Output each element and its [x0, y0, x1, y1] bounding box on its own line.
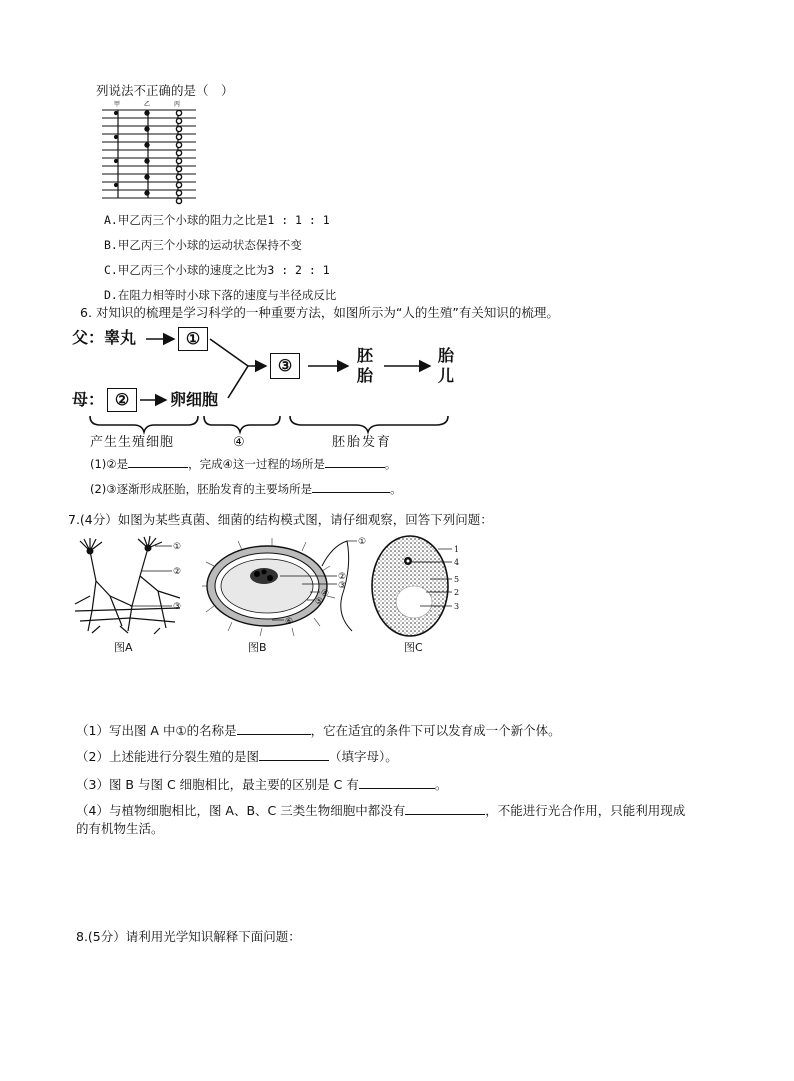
q7-sub4-cont: 的有机物生活。: [76, 821, 164, 836]
answer-blank[interactable]: [405, 802, 485, 815]
box-2: ②: [107, 388, 137, 412]
brace2-label: ④: [233, 435, 245, 450]
answer-blank[interactable]: [128, 455, 188, 468]
fig-a-caption: 图A: [114, 641, 133, 654]
fig-c-label-3: 3: [454, 602, 460, 611]
brace-1: [90, 416, 198, 432]
fig-a-label-3: ③: [173, 602, 182, 612]
strobe-ball: [176, 158, 181, 163]
strobe-ball: [176, 166, 181, 171]
fig-b-bacterium: [202, 536, 372, 636]
q7-sub2: （2）上述能进行分裂生殖的是图 （填字母）。: [76, 749, 398, 764]
strobe-ball: [115, 112, 118, 115]
q7-stem: 7.(4分）如图为某些真菌、细菌的结构模式图，请仔细观察，回答下列问题：: [68, 512, 493, 527]
q7-sub1: （1）写出图 A 中①的名称是 ，它在适宜的条件下可以发育成一个新个体。: [76, 723, 561, 738]
strobe-ball: [176, 198, 181, 203]
fig-c-label-2: 2: [454, 588, 460, 597]
strobe-ball: [176, 174, 181, 179]
embryo-line1: 胚: [357, 346, 374, 365]
q6-sub2: (2)③逐渐形成胚胎，胚胎发育的主要场所是 。: [90, 482, 402, 496]
embryo-line2: 胎: [357, 366, 374, 385]
strobe-ball: [145, 175, 149, 179]
fig-b-label-4: ④: [321, 589, 330, 599]
fetus-line1: 胎: [438, 346, 455, 365]
strobe-ball: [145, 111, 149, 115]
fig-b-label-3: ③: [338, 581, 347, 591]
fig-b-label-2: ②: [338, 572, 347, 582]
q7-sub3: （3）图 B 与图 C 细胞相比，最主要的区别是 C 有 。: [76, 777, 448, 792]
diagram-arrows: [70, 322, 470, 452]
brace3-label: 胚胎发育: [332, 435, 393, 450]
fig-a-label-1: ①: [173, 542, 182, 552]
fig-c-label-5: 5: [454, 575, 460, 584]
q5-option-d: D.在阻力相等时小球下落的速度与半径成反比: [104, 288, 337, 302]
strobe-ball: [145, 191, 149, 195]
brace1-label: 产生生殖细胞: [90, 435, 175, 450]
fig-a-label-2: ②: [173, 567, 182, 577]
fig-b-label-5: ⑤: [315, 597, 324, 607]
answer-blank[interactable]: [237, 722, 311, 735]
fig-b-label-6: ⑥: [285, 617, 294, 627]
strobe-ball: [115, 136, 118, 139]
fig-c-yeast: [370, 534, 470, 638]
father-label: 父：睾丸: [72, 328, 137, 347]
label-bing: 丙: [174, 101, 181, 108]
fig-b-label-1: ①: [358, 537, 367, 547]
fig-c-label-4: 4: [454, 558, 460, 567]
box-1: ①: [178, 327, 208, 351]
line-egg-to-merge: [228, 366, 248, 398]
q6-stem: 6. 对知识的梳理是学习科学的一种重要方法，如图所示为“人的生殖”有关知识的梳理。: [80, 305, 559, 320]
fig-b-caption: 图B: [248, 641, 267, 654]
fig-c-caption: 图C: [404, 641, 423, 654]
fig-c-label-1: 1: [454, 545, 460, 554]
q5-stem-tail: 列说法不正确的是（ ）: [96, 83, 234, 98]
mother-label: 母：: [72, 390, 105, 409]
strobe-ball: [176, 150, 181, 155]
strobe-ball: [176, 182, 181, 187]
egg-cell-label: 卵细胞: [170, 390, 219, 409]
brace-2: [204, 416, 280, 432]
answer-blank[interactable]: [259, 748, 329, 761]
strobe-ball: [115, 184, 118, 187]
strobe-ball: [115, 160, 118, 163]
fig-a-mold: [70, 536, 195, 636]
strobe-ball: [145, 143, 149, 147]
answer-blank[interactable]: [312, 480, 390, 493]
strobe-ball: [176, 142, 181, 147]
q6-sub1: (1)②是 ，完成④这一过程的场所是 。: [90, 457, 397, 471]
fetus-line2: 儿: [438, 366, 455, 385]
strobe-ball: [176, 110, 181, 115]
answer-blank[interactable]: [325, 455, 385, 468]
line-box1-to-merge: [210, 339, 248, 366]
q8-stem: 8.(5分）请利用光学知识解释下面问题：: [76, 929, 301, 944]
answer-blank[interactable]: [359, 776, 435, 789]
label-yi: 乙: [144, 101, 151, 108]
box-3: ③: [270, 353, 300, 379]
strobe-ball: [176, 134, 181, 139]
q6-reproduction-diagram: [70, 322, 470, 452]
q5-ball-strobe-figure: [100, 100, 200, 210]
strobe-ball: [176, 190, 181, 195]
q5-option-b: B.甲乙丙三个小球的运动状态保持不变: [104, 238, 302, 252]
q5-option-c: C.甲乙丙三个小球的速度之比为3 : 2 : 1: [104, 263, 330, 277]
brace-3: [290, 416, 448, 432]
strobe-ball: [145, 159, 149, 163]
label-jia: 甲: [114, 101, 121, 108]
strobe-ball: [145, 127, 149, 131]
q5-option-a: A.甲乙丙三个小球的阻力之比是1 : 1 : 1: [104, 213, 330, 227]
strobe-ball: [176, 118, 181, 123]
strobe-ball: [176, 126, 181, 131]
q7-sub4: （4）与植物细胞相比，图 A、B、C 三类生物细胞中都没有 ，不能进行光合作用，只能利用现成: [76, 803, 686, 818]
